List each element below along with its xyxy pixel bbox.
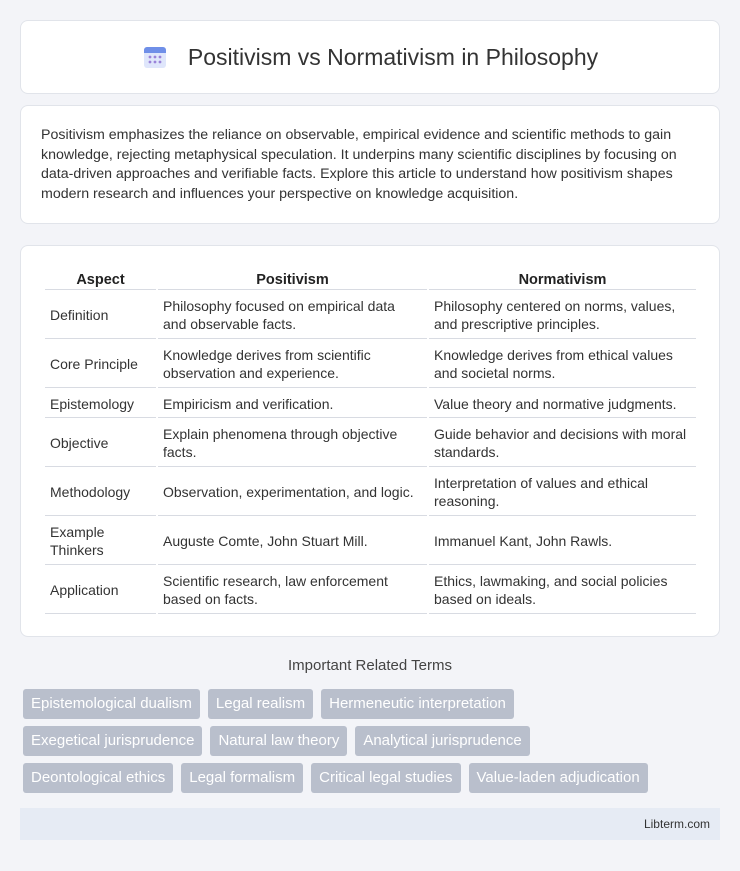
- normativism-cell: Interpretation of values and ethical reasoning.: [429, 469, 696, 516]
- footer: [20, 808, 720, 840]
- document-list-icon: [142, 44, 168, 70]
- comparison-table-card: [20, 245, 720, 637]
- related-terms-row: [23, 726, 530, 756]
- related-term-tag[interactable]: Legal formalism: [181, 763, 303, 793]
- related-terms-row: [23, 763, 648, 793]
- positivism-cell: Knowledge derives from scientific observation and experience.: [158, 341, 427, 388]
- positivism-cell: Philosophy focused on empirical data and observable facts.: [158, 292, 427, 339]
- normativism-cell: Knowledge derives from ethical values and societal norms.: [429, 341, 696, 388]
- column-header-positivism: Positivism: [158, 268, 427, 290]
- aspect-cell: Epistemology: [45, 390, 156, 418]
- table-row: [45, 292, 696, 339]
- related-term-tag[interactable]: Exegetical jurisprudence: [23, 726, 202, 756]
- aspect-cell: Objective: [45, 420, 156, 467]
- positivism-cell: Auguste Comte, John Stuart Mill.: [158, 518, 427, 565]
- related-term-tag[interactable]: Hermeneutic interpretation: [321, 689, 514, 719]
- related-term-tag[interactable]: Deontological ethics: [23, 763, 173, 793]
- column-header-aspect: Aspect: [45, 268, 156, 290]
- positivism-cell: Explain phenomena through objective facts.: [158, 420, 427, 467]
- normativism-cell: Philosophy centered on norms, values, and prescriptive principles.: [429, 292, 696, 339]
- aspect-cell: Application: [45, 567, 156, 614]
- normativism-cell: Ethics, lawmaking, and social policies based on ideals.: [429, 567, 696, 614]
- related-term-tag[interactable]: Value-laden adjudication: [469, 763, 648, 793]
- positivism-cell: Empiricism and verification.: [158, 390, 427, 418]
- table-row: [45, 341, 696, 388]
- aspect-cell: Example Thinkers: [45, 518, 156, 565]
- table-row: [45, 518, 696, 565]
- positivism-cell: Observation, experimentation, and logic.: [158, 469, 427, 516]
- column-header-normativism: Normativism: [429, 268, 696, 290]
- intro-card: [20, 105, 720, 224]
- table-row: [45, 390, 696, 418]
- table-row: [45, 567, 696, 614]
- table-header-row: [45, 268, 696, 290]
- normativism-cell: Guide behavior and decisions with moral standards.: [429, 420, 696, 467]
- related-term-tag[interactable]: Analytical jurisprudence: [355, 726, 529, 756]
- aspect-cell: Core Principle: [45, 341, 156, 388]
- related-term-tag[interactable]: Critical legal studies: [311, 763, 460, 793]
- related-terms-row: [23, 689, 514, 719]
- normativism-cell: Value theory and normative judgments.: [429, 390, 696, 418]
- aspect-cell: Definition: [45, 292, 156, 339]
- normativism-cell: Immanuel Kant, John Rawls.: [429, 518, 696, 565]
- positivism-cell: Scientific research, law enforcement based on facts.: [158, 567, 427, 614]
- table-row: [45, 469, 696, 516]
- footer-site-link[interactable]: Libterm.com: [643, 817, 710, 831]
- page-title: Positivism vs Normativism in Philosophy: [187, 43, 599, 70]
- intro-paragraph: Positivism emphasizes the reliance on observable, empirical evidence and scientific methods to gain knowledge, rejecting metaphysical speculation. It underpins many scientific disciplines by focusing on data-driven approaches and verifiable facts. Explore this article to understand how positivism shapes modern research and influences your perspective on knowledge acquisition.: [41, 127, 677, 202]
- aspect-cell: Methodology: [45, 469, 156, 516]
- header-card: [20, 20, 720, 94]
- related-term-tag[interactable]: Natural law theory: [210, 726, 347, 756]
- related-term-tag[interactable]: Epistemological dualism: [23, 689, 200, 719]
- related-term-tag[interactable]: Legal realism: [208, 689, 313, 719]
- table-row: [45, 420, 696, 467]
- comparison-table: [43, 266, 698, 616]
- related-terms-title: Important Related Terms: [288, 657, 452, 674]
